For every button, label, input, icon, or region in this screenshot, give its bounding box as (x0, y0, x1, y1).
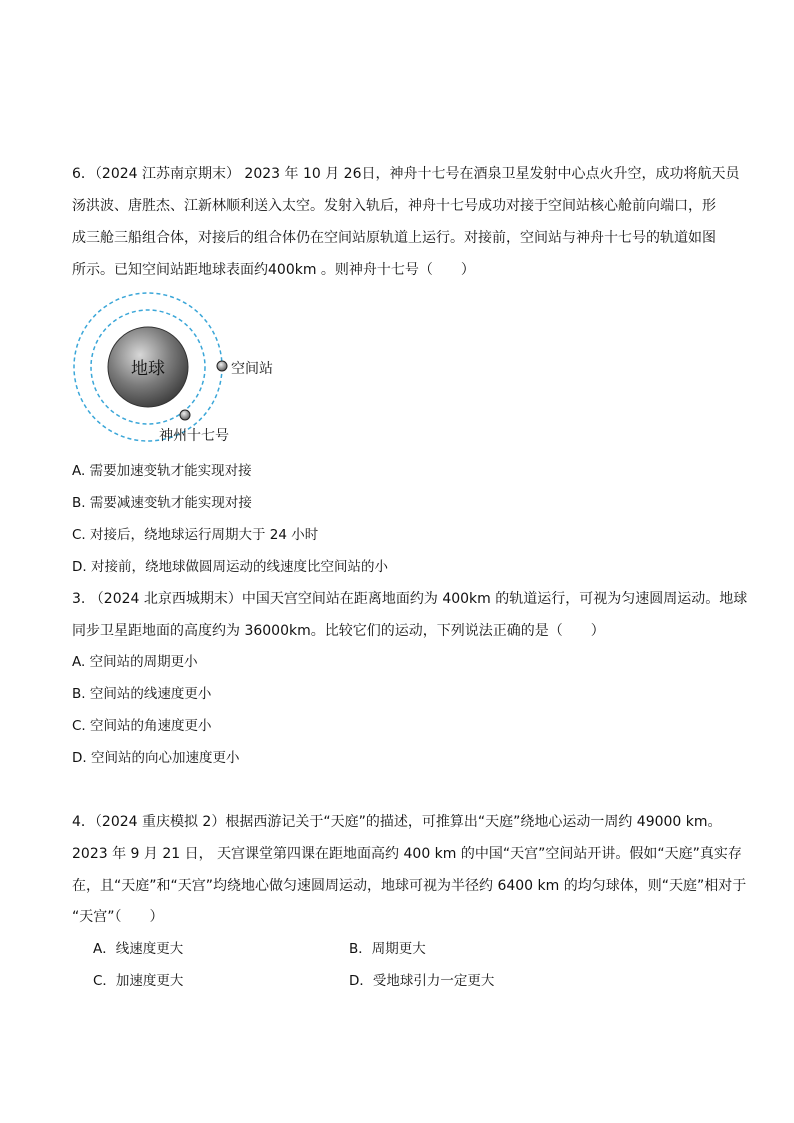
earth-label: 地球 (131, 359, 165, 379)
q6-option-a: A. 需要加速变轨才能实现对接 (72, 463, 252, 479)
q6-line-3: 成三舱三船组合体，对接后的组合体仍在空间站原轨道上运行。对接前，空间站与神舟十七号的轨道如图 (72, 230, 716, 246)
q4-option-d: D．受地球引力一定更大 (349, 973, 495, 989)
shenzhou-label: 神州十七号 (159, 428, 229, 444)
space-station-dot (217, 361, 227, 371)
q6-option-b: B. 需要减速变轨才能实现对接 (72, 495, 252, 511)
q3-option-d: D. 空间站的向心加速度更小 (72, 750, 240, 766)
q4-option-b: B．周期更大 (349, 941, 426, 957)
q3-option-b: B. 空间站的线速度更小 (72, 686, 212, 702)
q6-option-d: D. 对接前，绕地球做圆周运动的线速度比空间站的小 (72, 559, 388, 575)
space-station-label: 空间站 (231, 361, 273, 377)
q4-line-2: 2023 年 9 月 21 日， 天宫课堂第四课在距地面高约 400 km 的中国“天宫”空间站开讲。假如“天庭”真实存 (72, 846, 742, 862)
q6-line-1: 6．（2024 江苏南京期末） 2023 年 10 月 26日，神舟十七号在酒泉卫星发射中心点火升空，成功将航天员 (72, 166, 740, 182)
q6-option-c: C. 对接后，绕地球运行周期大于 24 小时 (72, 527, 319, 543)
q4-line-3: 在，且“天庭”和“天宫”均绕地心做匀速圆周运动，地球可视为半径约 6400 km 的均匀球体，则“天庭”相对于 (72, 878, 747, 894)
q4-option-c: C．加速度更大 (93, 973, 184, 989)
shenzhou-dot (180, 410, 190, 420)
q4-option-a: A．线速度更大 (93, 941, 184, 957)
orbit-diagram (66, 290, 306, 450)
q3-line-2: 同步卫星距地面的高度约为 36000km。比较它们的运动，下列说法正确的是（ ） (72, 623, 605, 639)
q4-line-1: 4．（2024 重庆模拟 2）根据西游记关于“天庭”的描述，可推算出“天庭”绕地心运动一周约 49000 km。 (72, 814, 722, 830)
q6-line-4: 所示。已知空间站距地球表面约400km 。则神舟十七号（ ） (72, 262, 475, 278)
q3-line-1: 3. （2024 北京西城期末）中国天宫空间站在距离地面约为 400km 的轨道运行，可视为匀速圆周运动。地球 (72, 591, 748, 607)
q4-line-4: “天宫”（ ） (72, 909, 164, 925)
q3-option-a: A. 空间站的周期更小 (72, 654, 198, 670)
q3-option-c: C. 空间站的角速度更小 (72, 718, 212, 734)
q6-line-2: 汤洪波、唐胜杰、江新林顺利送入太空。发射入轨后，神舟十七号成功对接于空间站核心舱前向端口，形 (72, 198, 716, 214)
